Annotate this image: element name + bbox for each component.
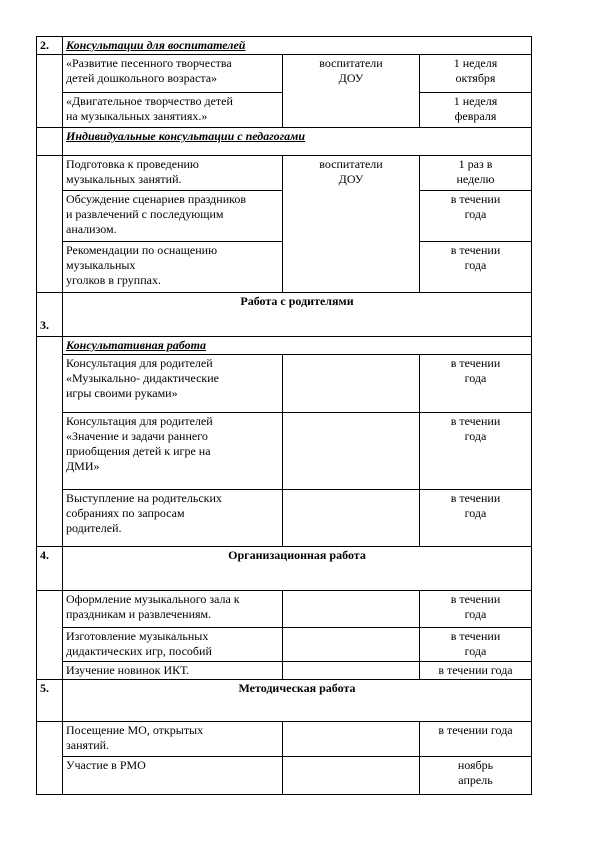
activity-cell: «Двигательное творчество детей на музыкальных занятиях.» <box>63 93 283 128</box>
participants-cell <box>283 355 420 413</box>
deadline-cell: в течении года <box>420 355 532 413</box>
table-row <box>37 490 532 547</box>
activity-cell: Изготовление музыкальных дидактических игр, пособий <box>63 628 283 662</box>
deadline-cell: в течении года <box>420 662 532 680</box>
table-row <box>37 337 532 355</box>
section-number: 5. <box>37 680 63 722</box>
number-cell <box>37 55 63 128</box>
table-row <box>37 547 532 591</box>
table-row <box>37 662 532 680</box>
activity-cell: Консультация для родителей «Музыкально- дидактические игры своими руками» <box>63 355 283 413</box>
table-row <box>37 591 532 628</box>
number-cell <box>37 722 63 795</box>
participants-cell <box>283 591 420 628</box>
participants-cell <box>283 628 420 662</box>
table-row <box>37 628 532 662</box>
participants-cell <box>283 757 420 795</box>
section-title: Организационная работа <box>63 547 532 591</box>
deadline-cell: 1 неделя октября <box>420 55 532 93</box>
table-row <box>37 156 532 191</box>
activity-cell: Оформление музыкального зала к праздникам и развлечениям. <box>63 591 283 628</box>
activity-cell: Выступление на родительских собраниях по запросам родителей. <box>63 490 283 547</box>
section-number: 4. <box>37 547 63 591</box>
table-row <box>37 413 532 490</box>
participants-cell <box>283 490 420 547</box>
activity-cell: Подготовка к проведению музыкальных занятий. <box>63 156 283 191</box>
number-cell <box>37 156 63 293</box>
subsection-title: Консультации для воспитателей <box>63 37 532 55</box>
participants-cell: воспитатели ДОУ <box>283 156 420 293</box>
activity-cell: Консультация для родителей «Значение и задачи раннего приобщения детей к игре на ДМИ» <box>63 413 283 490</box>
table-row <box>37 680 532 722</box>
section-title: Методическая работа <box>63 680 532 722</box>
work-plan-table <box>36 36 532 795</box>
deadline-cell: в течении года <box>420 490 532 547</box>
activity-cell: «Развитие песенного творчества детей дошкольного возраста» <box>63 55 283 93</box>
participants-cell <box>283 662 420 680</box>
table-row <box>37 37 532 55</box>
table-row <box>37 55 532 93</box>
deadline-cell: 1 неделя февраля <box>420 93 532 128</box>
number-cell <box>37 591 63 680</box>
deadline-cell: в течении года <box>420 722 532 757</box>
number-cell <box>37 337 63 547</box>
section-number: 2. <box>37 37 63 55</box>
activity-cell: Участие в РМО <box>63 757 283 795</box>
deadline-cell: в течении года <box>420 191 532 242</box>
section-title: Работа с родителями <box>63 293 532 337</box>
subsection-title: Консультативная работа <box>63 337 532 355</box>
deadline-cell: в течении года <box>420 413 532 490</box>
table-row <box>37 722 532 757</box>
table-row <box>37 293 532 337</box>
table-row <box>37 355 532 413</box>
participants-cell <box>283 413 420 490</box>
activity-cell: Рекомендации по оснащению музыкальных уголков в группах. <box>63 242 283 293</box>
table-row <box>37 128 532 156</box>
section-number: 3. <box>37 293 63 337</box>
subsection-title: Индивидуальные консультации с педагогами <box>63 128 532 156</box>
deadline-cell: 1 раз в неделю <box>420 156 532 191</box>
activity-cell: Посещение МО, открытых занятий. <box>63 722 283 757</box>
participants-cell: воспитатели ДОУ <box>283 55 420 128</box>
participants-cell <box>283 722 420 757</box>
activity-cell: Обсуждение сценариев праздников и развлечений с последующим анализом. <box>63 191 283 242</box>
number-cell <box>37 128 63 156</box>
table-row <box>37 757 532 795</box>
deadline-cell: в течении года <box>420 628 532 662</box>
activity-cell: Изучение новинок ИКТ. <box>63 662 283 680</box>
deadline-cell: в течении года <box>420 591 532 628</box>
document-page <box>36 36 531 795</box>
deadline-cell: ноябрь апрель <box>420 757 532 795</box>
deadline-cell: в течении года <box>420 242 532 293</box>
